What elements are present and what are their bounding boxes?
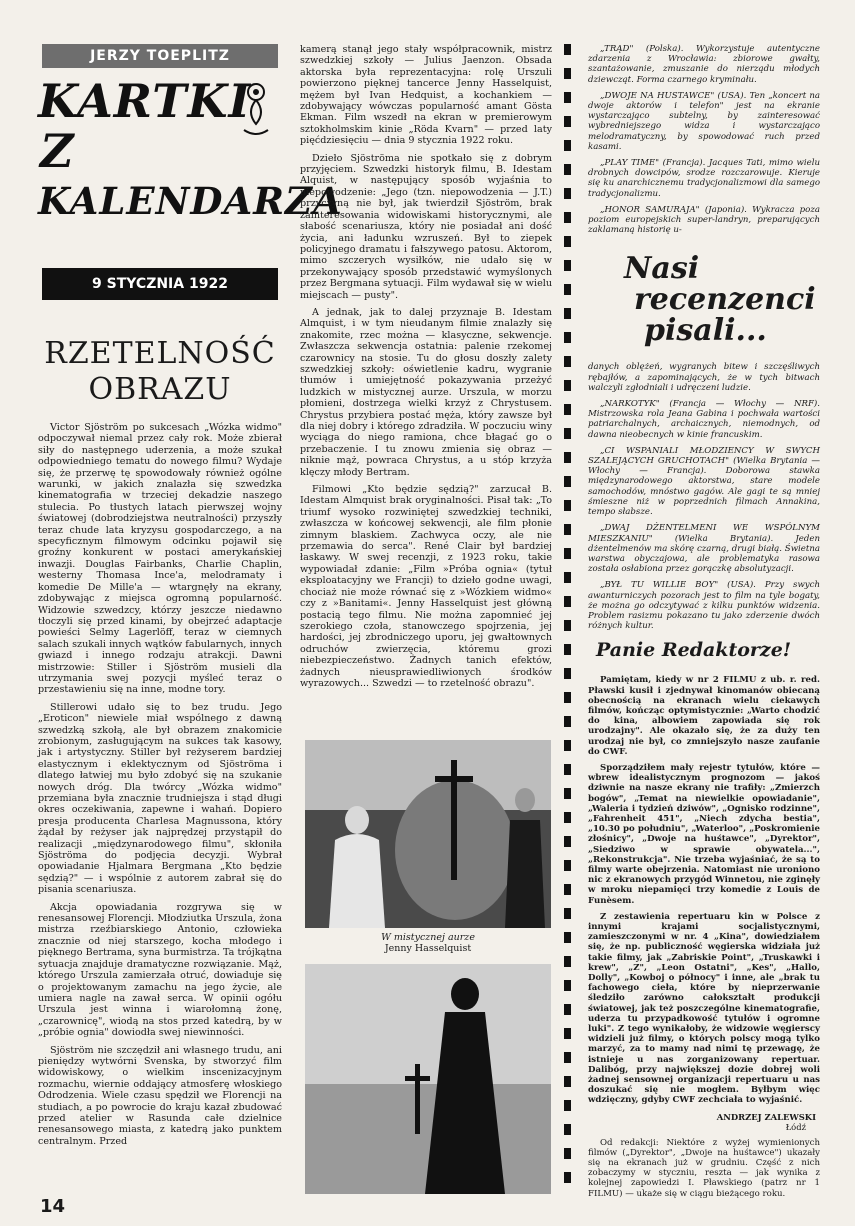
review-item: „PLAY TIME" (Francja). Jacques Tati, mimo wielu drobnych dowcipów, srodze rozczarowuje. Kieruje się ku anarchicznemu tradycjonalizmowi dla samego tradycjonalizmu. bbox=[588, 158, 820, 199]
column-left bbox=[38, 44, 343, 1194]
paragraph: Dzieło Sjöströma nie spotkało się z dobrym przyjęciem. Szwedzki historyk filmu, B. Idestam Alquist, w następujący sposób wyjaśnia to niepowodzenie: „Jego (tzn. niepowodzenia — J.T.) przyczyną nie był, jak twierdził Sjöström, brak zainteresowania widowiskami historycznymi, ale słabość scenariusza, który nie posiadał ani dość życia, ani ładunku wzruszeń. Był to ziepek policyjnego dramatu i fałszywego patosu. Aktorom, mimo szczerych wysiłków, nie udało się w przekonywający sposób przedstawić wymyślonych przez Bergmana sytuacji. Film wydawał się w wielu miejscach — pusty". bbox=[300, 152, 552, 301]
review-item: „NARKOTYK" (Francja — Włochy — NRF). Mistrzowska rola Jeana Gabina i pochwała wartości patriarchalnych, archaicznych, niemodnych, od dawna nieobecnych w kinie francuskim. bbox=[588, 399, 820, 440]
column-title-line-2: Z bbox=[40, 124, 75, 178]
review-item: „CI WSPANIALI MŁODZIENCY W SWYCH SZALEJĄCYCH GRUCHOTACH" (Wielka Brytania — Włochy — Francja). Doborowa stawka międzynarodowego aktorstwa, stare modele samochodów, mnóstwo gagów. Ale gagi te są mniej śmieszne niż w poprzednich filmach Annakina, tempo słabsze. bbox=[588, 445, 820, 518]
photo-caption bbox=[305, 932, 551, 954]
caption-name: Jenny Hasselquist bbox=[384, 943, 472, 954]
review-item: „TRĄD" (Polska). Wykorzystuje autentyczne zdarzenia z Wrocławia: zbiorowe gwałty, szantażowanie, zmuszanie do nierządu młodych dziewcząt. Forma czarnego kryminału. bbox=[588, 44, 820, 85]
editorial-reply: Od redakcji: Niektóre z wyżej wymienionych filmów („Dyrektor", „Dwoje na huśtawce") ukazały się na ekranach już w grudniu. Część z nich zobaczymy w styczniu, reszta — jak wynika z kolejnej zapowiedzi I. Pławskiego (patrz nr 1 FILMU) — ukaże się w ciągu bieżącego roku. bbox=[588, 1137, 820, 1199]
ornament-icon bbox=[236, 80, 276, 140]
column-title bbox=[38, 74, 343, 248]
paragraph: Victor Sjöström po sukcesach „Wózka widmo" odpoczywał niemal przez cały rok. Może zbierał siły do następnego uderzenia, a może szukał odpowiedniego tematu do nowego filmu? Wydaje się, że przerwę tę spowodowały również ogólne warunki, w jakich znalazła się szwedzka kinematografia w trzeciej dekadzie naszego stulecia. Po tłustych latach pierwszej wojny światowej (dobrodziejstwa neutralności) przyszły teraz chude lata kryzysu gospodarczego, a na specyficznym filmowym odcinku pojawił się groźny konkurent w postaci amerykańskiej inwazji. Douglas Fairbanks, Charlie Chaplin, westerny Thomasa Ince'a, melodramaty i komedie De Mille'a — wtargnęły na ekrany, zdobywając z miejsca ogromną popularność. Widzowie szwedzcy, którzy jeszcze niedawno tłoczyli się przed kinami, by obejrzeć adaptacje powieści Selmy Lagerlöff, teraz w ciemnych salach szukali innych wątków fabularnych, innych gwiazd i innego rodzaju atrakcji. Dawni mistrzowie: Stiller i Sjöström musieli dla utrzymania swej pozycji myśleć teraz o przestawieniu się na inne, modne tory. bbox=[38, 422, 282, 696]
date-banner: 9 STYCZNIA 1922 bbox=[42, 268, 278, 300]
column-title-line-1: KARTKI bbox=[38, 74, 251, 128]
section-heading-reviewers bbox=[624, 251, 820, 349]
letter-paragraph: Sporządziłem mały rejestr tytułów, które — wbrew idealistycznym prognozom — jakoś dziwnie na nasze ekrany nie trafiły: „Zmierzch bogów", „Temat na niewielkie opowiadanie", „Waleria i tydzień dziwów", „Ognisko rodzinne", „Fahrenheit 451", „Niech zdycha bestia", „10.30 po południu", „Waterloo", „Poskromienie złośnicy", „Dwoje na huśtawce", „Dyrektor", „Siedziwo w sprawie obywatela...", „Rekonstrukcja". Nie trzeba wyjaśniać, że są to filmy warte obejrzenia. Natomiast nie uroniono nic z ekranowych przygód Winnetou, nie zginęły w mroku niepamięci trzy komedie z Louis de Funèsem. bbox=[588, 762, 820, 906]
review-item: „BYŁ TU WILLIE BOY" (USA). Przy swych awanturniczych pozorach jest to film na tyle bogaty, że można go odczytywać z kilku punktów widzenia. Problem rasizmu pokazano tu jako zderzenie dwóch różnych kultur. bbox=[588, 580, 820, 632]
column-right bbox=[588, 44, 820, 1204]
author-banner: JERZY TOEPLITZ bbox=[42, 44, 278, 68]
film-still-image bbox=[305, 740, 551, 928]
paragraph: Stillerowi udało się to bez trudu. Jego „Eroticon" niewiele miał wspólnego z dawną szwedzką szkołą, ale był obrazem znakomicie zrobionym, zasługującym na sukces tak kasowy, jak i artystyczny. Stiller był reżyserem bardziej elastycznym i eklektycznym od Sjöströma i dlatego łatwiej mu było zdobyć się na szukanie nowych dróg. Dla twórcy „Wózka widmo" przemiana była znacznie trudniejsza i stąd długi okres oczekiwania, zapewne i wahań. Dopiero presja producenta Charlesa Magnussona, który żądał by reżyser jak najprędzej przystąpił do realizacji „międzynarodowego filmu", skłoniła Sjöströma do podjęcia decyzji. Wybrał opowiadanie Hjalmara Bergmana „Kto będzie sędzią?" — i wspólnie z autorem zabrał się do pisania scenariusza. bbox=[38, 701, 282, 896]
page-number: 14 bbox=[40, 1196, 66, 1217]
heading-line: pisali... bbox=[644, 313, 767, 349]
film-still-photo-2 bbox=[305, 964, 551, 1194]
letter-city: Łódź bbox=[785, 1121, 806, 1132]
heading-line: Nasi bbox=[624, 251, 700, 287]
film-still-image bbox=[305, 964, 551, 1194]
letter-paragraph: Z zestawienia repertuaru kin w Polsce z innymi krajami socjalistycznymi, zamieszczonymi w nr. 4 „Kina", dowiedziałem się, że np. publiczność węgierska widziała już takie filmy, jak „Zabriskie Point", „Truskawki i krew", „Z", „Leon Ostatni", „Kes", „Hallo, Dolly", „Kowboj o północy" i inne, ale „brak tu fachowego cieła, które by nieprzerwanie śledziło zarówno całokształt produkcji światowej, jak też poszczególne kinematografie, uderza tu przypadkowość tytułów i ogromne luki". Z tego wynikałoby, że widzowie węgierscy widzieli już filmy, o których polscy mogą tylko marzyć, za to mamy nad nimi tę przewagę, że istnieje u nas zorganizowany repertuar. Dalibóg, przy największej dozie dobrej woli żadnej sensownej organizacji repertuaru u nas doszukać się nie mogłem. Byłbym więc wdzięczny, gdyby CWF zechciała to wyjaśnić. bbox=[588, 911, 820, 1106]
film-still-photo-1 bbox=[305, 740, 551, 928]
section-heading-letters: Panie Redaktorze! bbox=[596, 639, 792, 662]
review-item: danych oblężeń, wygranych bitew i szczęśliwych rębajłów, a zapominających, że w tych bitwach walczyli zgłodniali i udręczeni ludzie. bbox=[588, 362, 820, 393]
review-item: „HONOR SAMURAJA" (Japonia). Wykracza poza poziom europejskich super-landryn, preparujących zaklamaną historię u- bbox=[588, 204, 820, 236]
paragraph: Akcja opowiadania rozgrywa się w renesansowej Florencji. Młodziutka Urszula, żona mistrza rzeźbiarskiego Antonio, człowieka znacznie od niej starszego, kocha młodego i pięknego Bertrama, syna burmistrza. Ta trójkątna sytuacja znajduje dramatyczne rozwiązanie. Mąż, którego Urszula zamierzała otruć, dowiaduje się o projektowanym zamachu na jego życie, ale umiera nagle na zawał serca. W opinii ogółu Urszula jest winna i wiarołomną żonę, „czarownicę", wiodą na stos przed katedrą, by w „próbie ognia" dowiodła swej niewinności. bbox=[38, 901, 282, 1039]
film-strip-divider bbox=[564, 44, 574, 1194]
caption-title: W mistycznej aurze bbox=[381, 932, 475, 943]
column-title-line-3: KALENDARZA bbox=[38, 179, 343, 223]
review-item: „DWOJE NA HUSTAWCE" (USA). Ten „koncert na dwoje aktorów i telefon" jest na ekranie wystarczająco subtelny, by zainteresować wybredniejszego widza i wystarczająco melodramatyczny, by spowodować ruch przed kasami. bbox=[588, 90, 820, 152]
column-middle bbox=[300, 44, 552, 724]
review-item: „DWAJ DŻENTELMENI WE WSPÓLNYM MIESZKANIU" (Wielka Brytania). Jeden dżentelmenów ma skórę czarną, drugi białą. Świetna warstwa obyczajowa, ale problematyka rasowa została osłabiona przez gorączkę absolutyzacji. bbox=[588, 523, 820, 575]
paragraph: Filmowi „Kto będzie sędzią?" zarzucał B. Idestam Almquist brak oryginalności. Pisał tak: „To triumf wysoko rozwiniętej szwedzkiej techniki, zwłaszcza w końcowej sekwencji, ale film płonie zimnym blaskiem. Zachwyca oczy, ale nie przemawia do serca". René Clair był bardziej łaskawy. W swej recenzji, z 1923 roku, takie wypowiadał zdanie: „Film »Próba ognia« (tytuł eksploatacyjny we Francji) to dzieło godne uwagi, chociaż nie może równać się z »Wózkiem widmo« czy z »Banitami«. Jenny Hasselquist jest główną postacią tego filmu. Nie można zapomnieć jej szerokiego czoła, stanowczego spojrzenia, jej hardości, jej zbrodniczego uporu, jej gwałtownych odruchów zwierzęcia, któremu grozi niebezpieczeństwo. Żadnych tanich efektów, żadnych nieusprawiedliwionych środków wyrazowych... Szwedzi — to rzetelność obrazu". bbox=[300, 484, 552, 689]
letter-paragraph: Pamiętam, kiedy w nr 2 FILMU z ub. r. red. Pławski kusił i zjednywał kinomanów obiecaną obecnością na ekranach wielu ciekawych filmów, kończąc optymistycznie: „Warto chodzić do kina, albowiem zapowiada się rok urodzajny". Ale okazało się, że za duży ten urodzaj nie był, co zmniejszyło nasze zaufanie do CWF. bbox=[588, 675, 820, 757]
article-headline: RZETELNOŚĆ OBRAZU bbox=[44, 336, 276, 407]
paragraph: A jednak, jak to dalej przyznaje B. Idestam Almquist, i w tym nieudanym filmie znalazły się znakomite, rzec można — klasyczne, sekwencje. Zwłaszcza sekwencja ostatnia: palenie rzekomej czarownicy na stosie. Tu do głosu doszły zalety szwedzkiej szkoły: oświetlenie kadru, wygranie tłumów i umiejętność pokazywania przeżyć ludzkich w mistycznej aurze. Urszula, w morzu płomieni, dostrzega wielki krzyż z Chrystusem. Chrystus przybiera postać męża, który zawsze był dla niej dobry i którego zdradziła. W poczuciu winy wyciąga do niego ramiona, chce błagać go o przebaczenie. I tu znowu zmienia się obraz — niknie mąż, powraca Chrystus, a u stóp krzyża klęczy młody Bertram. bbox=[300, 306, 552, 478]
paragraph: Sjöström nie szczędził ani własnego trudu, ani pieniędzy wytwórni Svenska, by stworzyć film widowiskowy, o wielkim inscenizacyjnym rozmachu, wiernie oddający atmosferę włoskiego Odrodzenia. Wiele czasu spędził we Florencji na studiach, a po powrocie do kraju kazał zbudować przed atelier w Rasunda całe dzielnice renesansowego miasta, z katedrą jako punktem centralnym. Przed bbox=[38, 1044, 282, 1147]
paragraph: kamerą stanął jego stały współpracownik, mistrz szwedzkiej szkoły — Julius Jaenzon. Obsada aktorska była reprezentacyjna: rolę Urszuli powierzono pięknej tancerce Jenny Hasselquist, mężem był Ivan Hedquist, a kochankiem — zdobywający wówczas popularność amant Gösta Ekman. Film wszedł na ekran w premierowym sztokholmskim kinie „Röda Kvarn" — przed laty pięćdziesięciu — dnia 9 stycznia 1922 roku. bbox=[300, 44, 552, 147]
letter-signature: ANDRZEJ ZALEWSKI bbox=[716, 1111, 816, 1122]
heading-line: recenzenci bbox=[634, 282, 816, 318]
